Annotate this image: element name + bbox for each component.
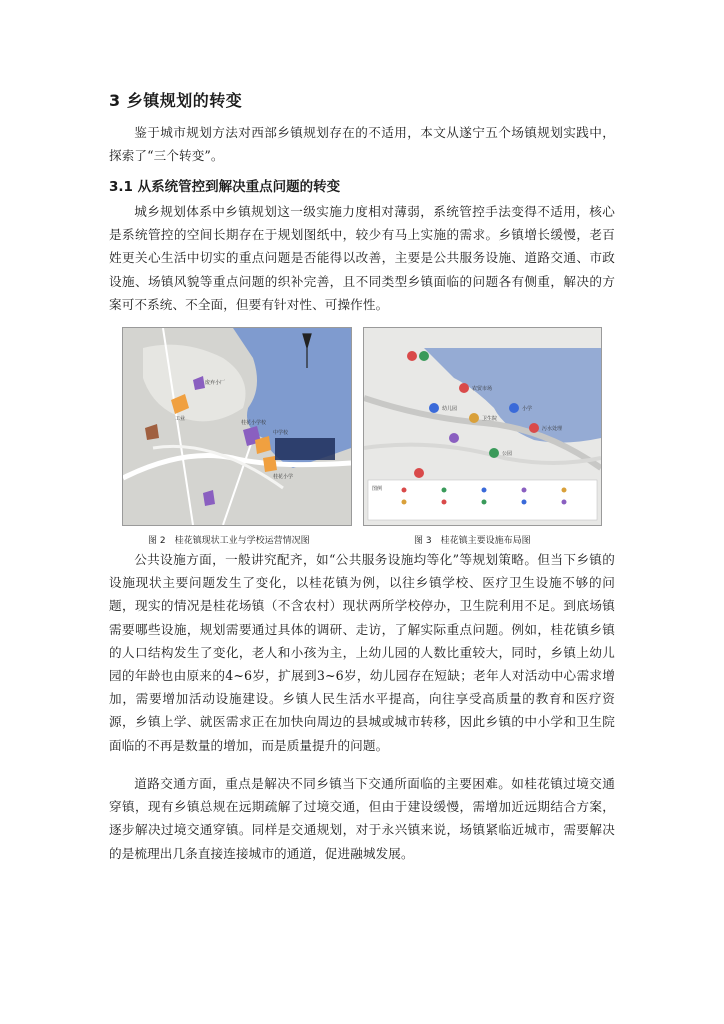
figure-3-map <box>363 327 602 526</box>
facility-icon <box>429 403 439 413</box>
facility-icon <box>509 403 519 413</box>
figure-3-map-image <box>364 328 601 525</box>
map-label: 卫生院 <box>482 416 498 422</box>
map-label: 小学 <box>522 406 533 412</box>
facility-icon <box>414 468 424 478</box>
industry-zone-marker <box>263 456 277 472</box>
map-label: 中学校 <box>273 430 289 436</box>
facility-icon <box>489 448 499 458</box>
map-legend <box>368 480 597 520</box>
facility-icon <box>419 351 429 361</box>
figure-2-caption: 图 2 桂花镇现状工业与学校运营情况图 <box>148 536 310 546</box>
legend-title: 图例 <box>372 486 383 492</box>
map-label: 废弃小厂 <box>205 380 226 386</box>
figure-3-caption: 图 3 桂花镇主要设施布局图 <box>414 536 531 546</box>
map-label: 工业 <box>175 416 186 422</box>
paragraph-road-traffic: 道路交通方面，重点是解决不同乡镇当下交通所面临的主要困难。如桂花镇过境交通穿镇，现有乡镇总规在远期疏解了过境交通，但由于建设缓慢，需增加近远期结合方案，逐步解决过境交通穿镇。同样是交通规划，对于永兴镇来说，场镇紧临近城市，需要解决的是梳理出几条直接连接城市的通道，促进融城发展。 <box>109 776 615 861</box>
paragraph-public-facilities: 公共设施方面，一般讲究配齐，如“公共服务设施均等化”等规划策略。但当下乡镇的设施现状主要问题发生了变化，以桂花镇为例，以往乡镇学校、医疗卫生设施不够的问题，现实的情况是桂花场镇（不含农村）现状两所学校停办，卫生院利用不足。到底场镇需要哪些设施，规划需要通过具体的调研、走访，了解实际重点问题。例如，桂花镇乡镇的人口结构发生了变化，老人和小孩为主，上幼儿园的人数比重较大，同时，乡镇上幼儿园的年龄也由原来的4~6岁，扩展到3~6岁，幼儿园存在短缺；老年人对活动中心需求增加，需要增加活动设施建设。乡镇人民生活水平提高，向往享受高质量的教育和医疗资源，乡镇上学、就医需求正在加快向周边的县城或城市转移，因此乡镇的中小学和卫生院面临的不再是数量的增加，而是质量提升的问题。 <box>109 552 615 753</box>
facility-icon <box>529 423 539 433</box>
map-label: 污水处理 <box>542 426 563 432</box>
facility-icon <box>449 433 459 443</box>
facility-icon <box>459 383 469 393</box>
facility-icon <box>469 413 479 423</box>
map-label: 桂花小学校 <box>241 420 267 426</box>
intro-paragraph: 鉴于城市规划方法对西部乡镇规划存在的不适用，本文从遂宁五个场镇规划实践中，探索了“三个转变”。 <box>109 125 615 164</box>
map-label: 桂花小学 <box>273 474 294 480</box>
subsection-heading: 3.1 从系统管控到解决重点问题的转变 <box>109 179 341 195</box>
paragraph-system-control: 城乡规划体系中乡镇规划这一级实施力度相对薄弱，系统管控手法变得不适用，核心是系统管控的空间长期存在于规划图纸中，较少有马上实施的需求。乡镇增长缓慢，老百姓更关心生活中切实的重点问题是否能得以改善，主要是公共服务设施、道路交通、市政设施、场镇风貌等重点问题的织补完善，且不同类型乡镇面临的问题各有侧重，解决的方案可不系统、不全面，但要有针对性、可操作性。 <box>109 204 615 312</box>
section-heading: 3 乡镇规划的转变 <box>109 91 243 110</box>
map-label: 公园 <box>502 451 513 457</box>
map-label: 幼儿园 <box>442 406 458 412</box>
figure-2-map-image <box>123 328 351 525</box>
facility-icon <box>407 351 417 361</box>
map-label: 农贸市场 <box>472 386 493 392</box>
figure-2-map <box>122 327 352 526</box>
